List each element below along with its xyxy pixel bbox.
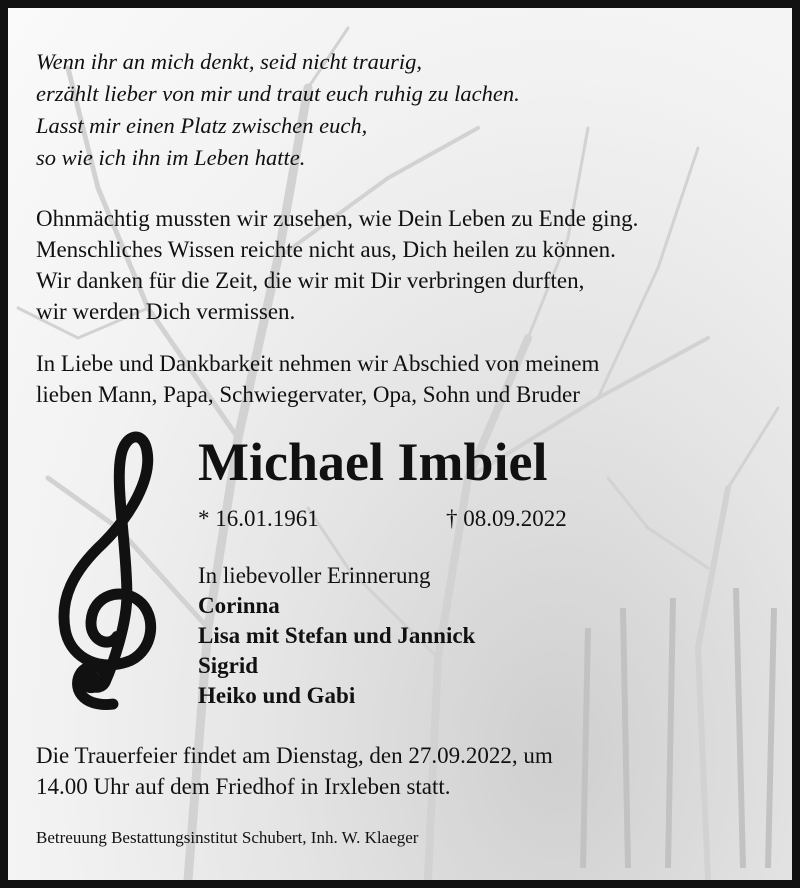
birth-date: * 16.01.1961 <box>198 506 319 531</box>
paragraph-line: Ohnmächtig mussten wir zusehen, wie Dein Leben zu Ende ging. <box>36 206 639 231</box>
death-date: † 08.09.2022 <box>446 506 567 531</box>
poem-line: Lasst mir einen Platz zwischen euch, <box>36 113 368 138</box>
deceased-name: Michael Imbiel <box>198 432 548 492</box>
memorial-poem <box>36 46 520 174</box>
paragraph-line: Wir danken für die Zeit, die wir mit Dir verbringen durften, <box>36 268 585 293</box>
undertaker-footer: Betreuung Bestattungsinstitut Schubert, Inh. W. Klaeger <box>36 828 419 847</box>
mourner-name: Lisa mit Stefan und Jannick <box>198 623 476 648</box>
funeral-info <box>36 740 774 802</box>
poem-line: erzählt lieber von mir und traut euch ruhig zu lachen. <box>36 81 520 106</box>
paragraph-line: lieben Mann, Papa, Schwiegervater, Opa, Sohn und Bruder <box>36 382 580 407</box>
treble-clef-icon <box>50 426 172 714</box>
mourner-name: Sigrid <box>198 653 259 678</box>
announcement-paragraph <box>36 348 776 410</box>
mourners-intro: In liebevoller Erinnerung <box>198 563 431 588</box>
paragraph-line: Menschliches Wissen reichte nicht aus, Dich heilen zu können. <box>36 237 616 262</box>
farewell-paragraph <box>36 203 776 327</box>
poem-line: so wie ich ihn im Leben hatte. <box>36 145 306 170</box>
funeral-line: Die Trauerfeier findet am Dienstag, den 27.09.2022, um <box>36 743 553 768</box>
funeral-line: 14.00 Uhr auf dem Friedhof in Irxleben statt. <box>36 774 451 799</box>
mourners-list <box>198 561 475 711</box>
mourner-name: Corinna <box>198 593 280 618</box>
poem-line: Wenn ihr an mich denkt, seid nicht traurig, <box>36 49 423 74</box>
paragraph-line: In Liebe und Dankbarkeit nehmen wir Abschied von meinem <box>36 351 600 376</box>
mourner-name: Heiko und Gabi <box>198 683 356 708</box>
paragraph-line: wir werden Dich vermissen. <box>36 299 296 324</box>
